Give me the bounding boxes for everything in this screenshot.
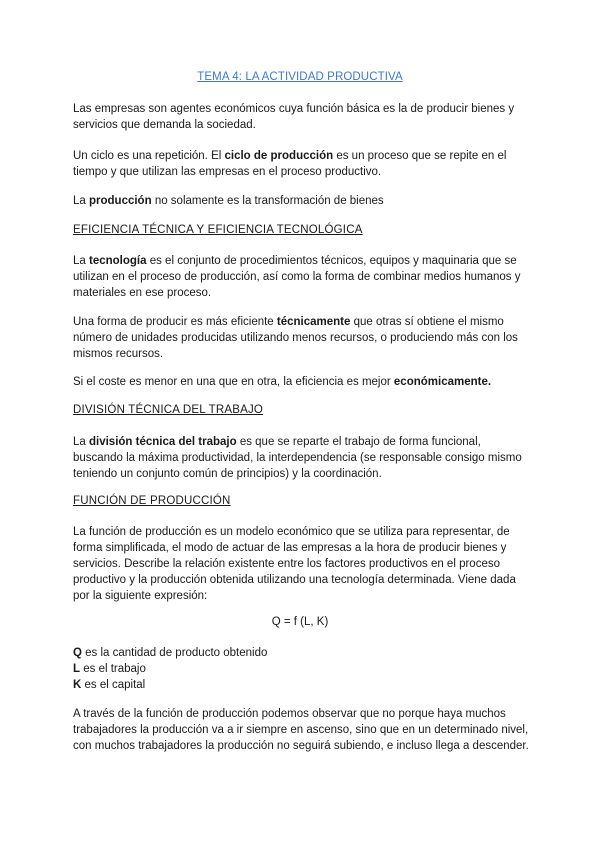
paragraph-produccion <box>73 193 533 209</box>
text-span: La <box>73 195 89 207</box>
definitions-list <box>73 645 533 693</box>
document-title: TEMA 4: LA ACTIVIDAD PRODUCTIVA <box>197 71 403 83</box>
paragraph-ciclo <box>73 148 533 180</box>
symbol-k: K <box>73 679 82 691</box>
text-span: no solamente es la transformación de bienes <box>151 195 384 207</box>
text-span: Una forma de producir es más eficiente <box>73 316 277 328</box>
text-span: Si el coste es menor en una que en otra, la eficiencia es mejor <box>73 376 394 388</box>
text-span: que otras sí obtiene el mismo número de unidades producidas utilizando menos recursos, o produciendo más con los mismos recursos. <box>73 316 518 360</box>
paragraph-division <box>73 434 533 482</box>
paragraph-tecnologia <box>73 253 533 301</box>
bold-term: producción <box>89 195 152 207</box>
symbol-q: Q <box>73 647 82 659</box>
bold-term: ciclo de producción <box>224 150 334 162</box>
text-span: La <box>73 255 89 267</box>
bold-term: técnicamente <box>276 316 351 328</box>
text-span: es el conjunto de procedimientos técnicos, equipos y maquinaria que se utilizan en el proceso de producción, así como la forma de combinar medios humanos y materiales en ese proceso. <box>73 255 521 299</box>
paragraph-funcion: La función de producción es un modelo económico que se utiliza para representar, de forma simplificada, el modo de actuar de las empresas a la hora de producir bienes y servicios. Describe la relación existente entre los factores productivos en el proceso productivo y la producción obtenida utilizando una tecnología determinada. Viene dada por la siguiente expresión: <box>73 526 516 602</box>
paragraph-coste <box>73 374 533 390</box>
heading-division: DIVISIÓN TÉCNICA DEL TRABAJO <box>73 404 264 416</box>
bold-term: económicamente. <box>393 376 492 388</box>
paragraph-conclusion: A través de la función de producción podemos observar que no porque haya muchos trabajadores la producción va a ir siempre en ascenso, sino que en un determinado nivel, con muchos trabajadores la producción no seguirá subiendo, e incluso llega a descender. <box>73 708 529 752</box>
text-span: La <box>73 436 89 448</box>
bold-term: tecnología <box>89 255 147 267</box>
heading-funcion: FUNCIÓN DE PRODUCCIÓN <box>73 495 231 507</box>
heading-eficiencia: EFICIENCIA TÉCNICA Y EFICIENCIA TECNOLÓGICA <box>73 224 363 236</box>
text-span: es un proceso que se repite en el tiempo y que utilizan las empresas en el proceso productivo. <box>73 150 507 178</box>
paragraph-tecnicamente <box>73 314 533 362</box>
paragraph-empresas: Las empresas son agentes económicos cuya función básica es la de producir bienes y servicios que demanda la sociedad. <box>73 103 515 131</box>
text-span: es que se reparte el trabajo de forma funcional, buscando la máxima productividad, la interdependencia (se responsable consigo mismo teniendo un conjunto común de principios) y la coordinación. <box>73 436 522 480</box>
definition-text: es la cantidad de producto obtenido <box>81 647 268 659</box>
symbol-l: L <box>73 663 81 675</box>
text-span: Un ciclo es una repetición. El <box>73 150 225 162</box>
formula: Q = f (L, K) <box>271 616 329 628</box>
definition-text: es el capital <box>81 679 146 691</box>
definition-text: es el trabajo <box>80 663 146 675</box>
bold-term: división técnica del trabajo <box>89 436 237 448</box>
